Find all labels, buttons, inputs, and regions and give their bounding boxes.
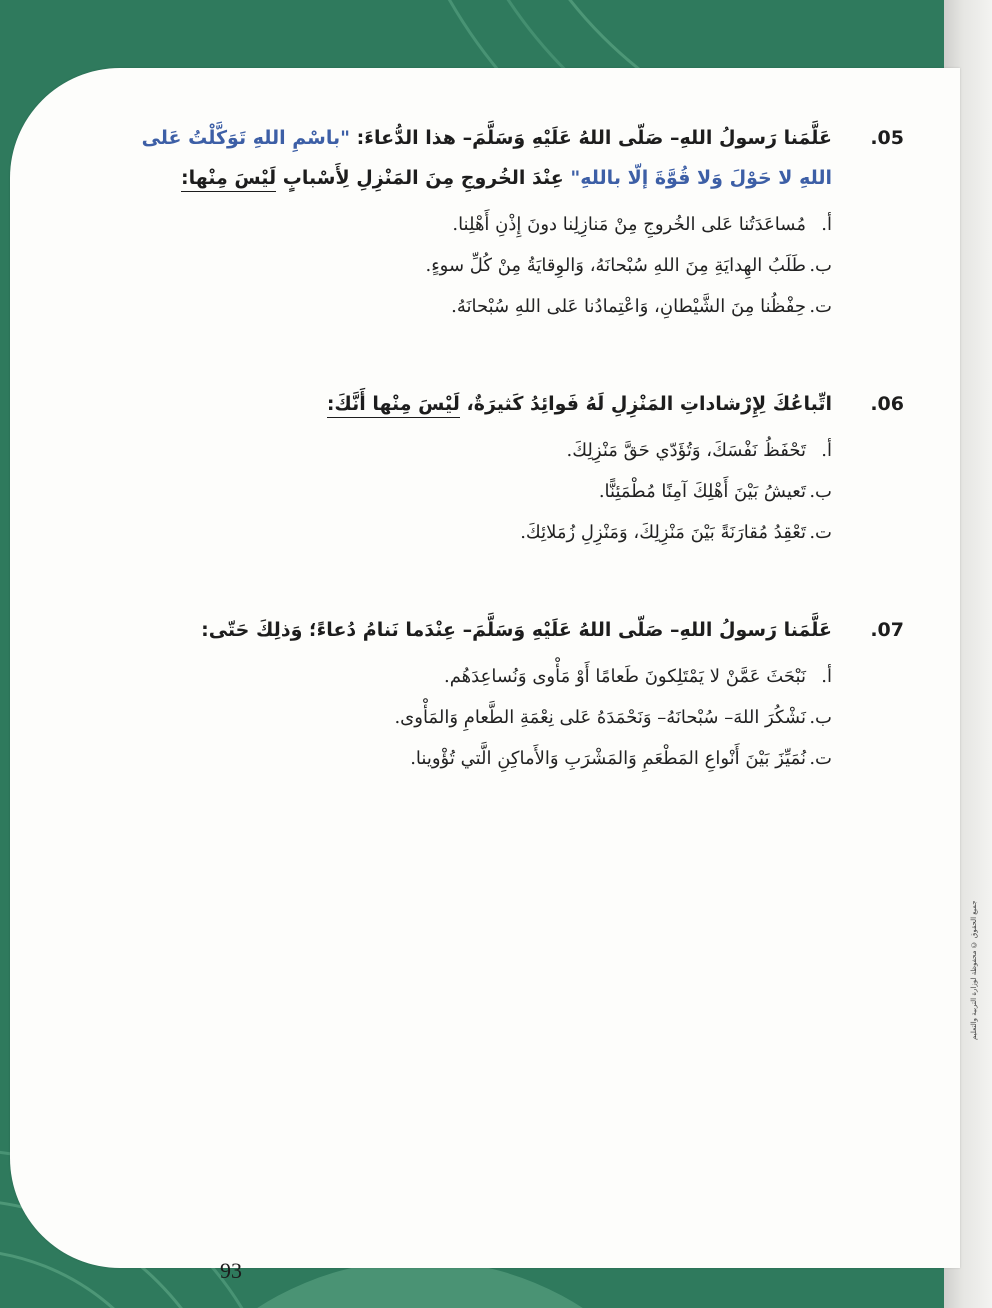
copyright-side-text: جميع الحقوق © محفوظة لوزارة التربية والتعليم: [970, 900, 978, 1040]
option-letter: ت.: [809, 296, 832, 317]
question-text: [114, 384, 832, 424]
option-text: تَحْفَظُ نَفْسَكَ، وَتُؤَدّي حَقَّ مَنْزِلِكَ.: [566, 440, 806, 461]
question-05: [114, 118, 904, 327]
option-text: حِفْظُنا مِنَ الشَّيْطانِ، وَاعْتِمادُنا عَلى اللهِ سُبْحانَهُ.: [451, 296, 806, 317]
question-text-part: عِنْدَ الخُروجِ مِنَ المَنْزِلِ لِأَسْبابٍ: [276, 167, 571, 189]
option-b[interactable]: [114, 697, 832, 738]
question-07: [114, 610, 904, 779]
option-letter: ب.: [809, 707, 832, 728]
question-header: [114, 118, 904, 198]
option-letter: أ.: [821, 214, 832, 235]
options-list: [114, 204, 832, 327]
question-text-part: عَلَّمَنا رَسولُ اللهِ– صَلّى اللهُ عَلَيْهِ وَسَلَّمَ– هذا الدُّعاءَ:: [350, 127, 832, 149]
option-text: نَشْكُرَ اللهَ– سُبْحانَهُ– وَنَحْمَدَهُ عَلى نِعْمَةِ الطَّعامِ وَالمَأْوى.: [394, 707, 806, 728]
question-header: [114, 384, 904, 424]
page-number: 93: [220, 1258, 242, 1283]
question-number: .07: [870, 619, 904, 641]
option-text: تَعْقِدُ مُقارَنَةً بَيْنَ مَنْزِلِكَ، وَمَنْزِلِ زُمَلائِكَ.: [520, 522, 806, 543]
option-c[interactable]: [114, 512, 832, 553]
option-letter: ت.: [809, 748, 832, 769]
option-text: تَعيشُ بَيْنَ أَهْلِكَ آمِنًا مُطْمَئِنًّا.: [598, 481, 806, 502]
option-text: نَبْحَثَ عَمَّنْ لا يَمْتَلِكونَ طَعامًا أَوْ مَأْوى وَنُساعِدَهُم.: [443, 666, 806, 687]
option-letter: ب.: [809, 255, 832, 276]
option-b[interactable]: [114, 471, 832, 512]
option-letter: ب.: [809, 481, 832, 502]
question-number: .06: [870, 393, 904, 415]
option-text: طَلَبُ الهِدايَةِ مِنَ اللهِ سُبْحانَهُ، وَالوِقايَةُ مِنْ كُلِّ سوءٍ.: [425, 255, 806, 276]
option-a[interactable]: [114, 430, 832, 471]
option-c[interactable]: [114, 286, 832, 327]
option-a[interactable]: [114, 656, 832, 697]
question-number: .05: [870, 127, 904, 149]
question-text: عَلَّمَنا رَسولُ اللهِ– صَلّى اللهُ عَلَيْهِ وَسَلَّمَ– عِنْدَما نَنامُ دُعاءً؛ وَذلِكَ حَتّى:: [201, 619, 832, 641]
underlined-phrase: لَيْسَ مِنْها أَنَّكَ:: [327, 393, 460, 418]
underlined-phrase: لَيْسَ مِنْها:: [181, 167, 276, 192]
option-text: مُساعَدَتُنا عَلى الخُروجِ مِنْ مَنازِلِنا دونَ إِذْنِ أَهْلِنا.: [452, 214, 806, 235]
question-text-part: اتِّباعُكَ لِإِرْشاداتِ المَنْزِلِ لَهُ فَوائِدُ كَثيرَةٌ،: [459, 393, 832, 415]
option-letter: ت.: [809, 522, 832, 543]
option-text: نُمَيِّزَ بَيْنَ أَنْواعِ المَطْعَمِ وَالمَشْرَبِ وَالأَماكِنِ الَّتي تُؤْوينا.: [410, 748, 806, 769]
dua-quote: "باسْمِ اللهِ تَوَكَّلْتُ عَلى اللهِ لا حَوْلَ وَلا قُوَّةَ إلّا باللهِ": [141, 127, 832, 189]
options-list: [114, 430, 832, 553]
question-text: [114, 118, 832, 198]
option-a[interactable]: [114, 204, 832, 245]
option-letter: أ.: [821, 666, 832, 687]
option-letter: أ.: [821, 440, 832, 461]
option-b[interactable]: [114, 245, 832, 286]
question-06: [114, 384, 904, 553]
question-header: [114, 610, 904, 650]
option-c[interactable]: [114, 738, 832, 779]
options-list: [114, 656, 832, 779]
